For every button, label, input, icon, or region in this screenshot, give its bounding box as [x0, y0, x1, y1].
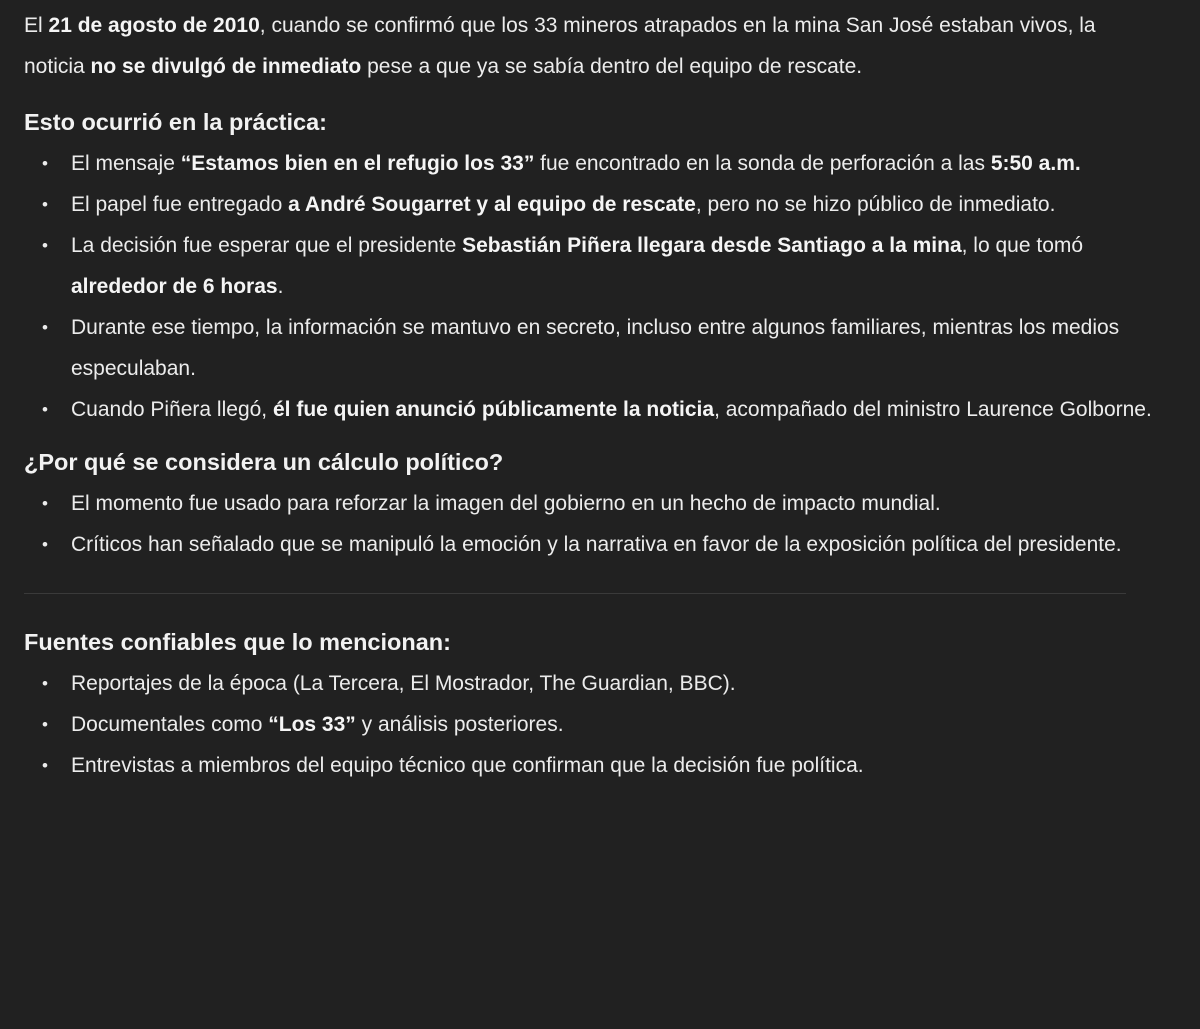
bullet-icon: •	[42, 236, 48, 255]
item-bold: “Los 33”	[268, 713, 356, 736]
item-text: El papel fue entregado	[71, 193, 289, 216]
intro-text-2: , cuando se confirmó que los 33 mineros atrapados en la mina San José estaban vivos, la noticia	[24, 14, 1096, 78]
intro-paragraph	[24, 5, 1152, 87]
bullet-icon: •	[42, 674, 48, 693]
section-divider	[24, 593, 1126, 594]
bullet-icon: •	[42, 715, 48, 734]
bullet-icon: •	[42, 318, 48, 337]
item-text: Cuando Piñera llegó,	[71, 398, 273, 421]
political-list	[24, 483, 1152, 565]
item-bold: él fue quien anunció públicamente la noticia	[272, 398, 715, 421]
item-text: Críticos han señalado que se manipuló la emoción y la narrativa en favor de la exposición política del presidente.	[71, 533, 1122, 556]
list-item	[24, 389, 1152, 430]
list-item	[24, 143, 1152, 184]
bullet-icon: •	[42, 195, 48, 214]
intro-text-3: pese a que ya se sabía dentro del equipo de rescate.	[361, 55, 863, 78]
intro-text-1: El	[24, 14, 49, 37]
item-text: .	[277, 275, 284, 298]
sources-list	[24, 663, 1152, 786]
list-item	[24, 524, 1152, 565]
list-item	[24, 745, 1152, 786]
item-text: y análisis posteriores.	[355, 713, 564, 736]
item-bold: Sebastián Piñera llegara desde Santiago a la mina	[462, 234, 962, 257]
item-text: El mensaje	[71, 152, 181, 175]
item-bold: alrededor de 6 horas	[71, 275, 278, 298]
item-bold: 5:50 a.m.	[990, 152, 1081, 175]
item-text: , pero no se hizo público de inmediato.	[695, 193, 1056, 216]
item-text: , acompañado del ministro Laurence Golborne.	[714, 398, 1152, 421]
item-text: El momento fue usado para reforzar la imagen del gobierno en un hecho de impacto mundial.	[71, 492, 941, 515]
section-heading-practice: Esto ocurrió en la práctica:	[24, 109, 327, 135]
list-item	[24, 184, 1152, 225]
list-item	[24, 704, 1152, 745]
intro-emphasis: no se divulgó de inmediato	[90, 55, 362, 78]
bullet-icon: •	[42, 494, 48, 513]
list-item	[24, 663, 1152, 704]
section-heading-political: ¿Por qué se considera un cálculo político?	[24, 449, 504, 475]
bullet-icon: •	[42, 756, 48, 775]
item-bold: a André Sougarret y al equipo de rescate	[288, 193, 696, 216]
item-text: Documentales como	[71, 713, 269, 736]
item-text: fue encontrado en la sonda de perforación a las	[534, 152, 991, 175]
section-heading-sources: Fuentes confiables que lo mencionan:	[24, 629, 451, 655]
item-text: Durante ese tiempo, la información se mantuvo en secreto, incluso entre algunos familiares, mientras los medios especulaban.	[71, 316, 1120, 380]
practice-list	[24, 143, 1152, 430]
item-text: Reportajes de la época (La Tercera, El Mostrador, The Guardian, BBC).	[71, 672, 736, 695]
list-item	[24, 483, 1152, 524]
item-text: La decisión fue esperar que el presidente	[71, 234, 463, 257]
bullet-icon: •	[42, 154, 48, 173]
list-item	[24, 225, 1152, 307]
bullet-icon: •	[42, 400, 48, 419]
list-item	[24, 307, 1152, 389]
item-text: Entrevistas a miembros del equipo técnico que confirman que la decisión fue política.	[71, 754, 864, 777]
intro-date: 21 de agosto de 2010	[48, 14, 260, 37]
item-bold: “Estamos bien en el refugio los 33”	[180, 152, 535, 175]
item-text: , lo que tomó	[961, 234, 1084, 257]
bullet-icon: •	[42, 535, 48, 554]
